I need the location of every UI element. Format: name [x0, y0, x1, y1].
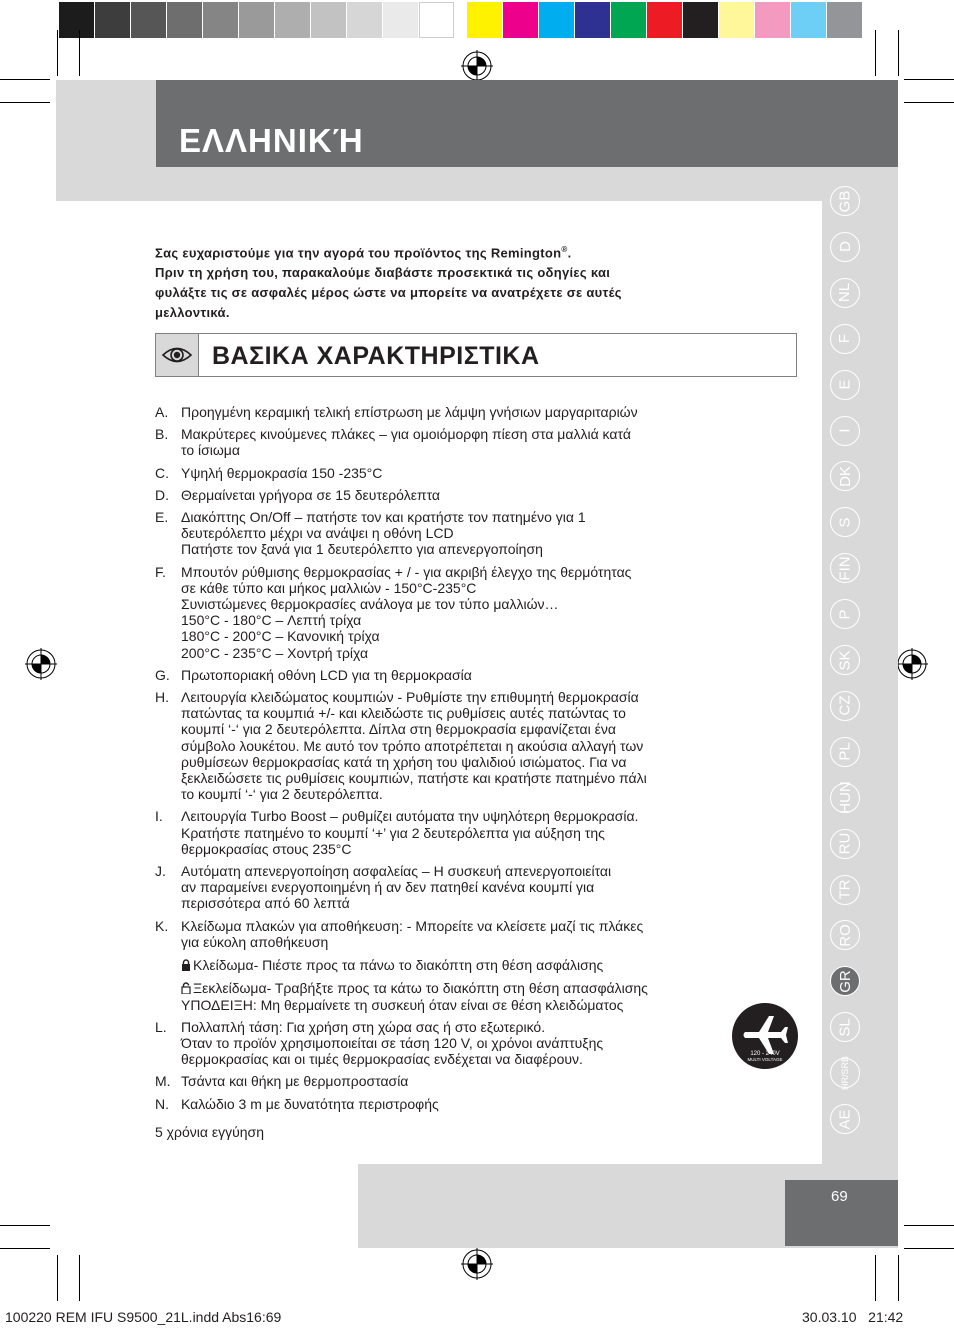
language-tab-nl[interactable] — [830, 278, 860, 308]
feature-text — [181, 1096, 783, 1112]
footer-date: 30.03.10 21:42 — [802, 1309, 904, 1325]
gray-swatch — [95, 2, 130, 38]
language-tab-label: CZ — [836, 695, 854, 716]
unlock-instruction — [181, 980, 783, 996]
gray-swatch — [419, 2, 454, 38]
feature-text — [181, 863, 783, 912]
language-tab-label: S — [836, 517, 854, 528]
features-list — [155, 404, 783, 1118]
intro-line2: Πριν τη χρήση του, παρακαλούμε διαβάστε προσεκτικά τις οδηγίες και — [155, 265, 611, 281]
language-tab-sl[interactable] — [830, 1012, 860, 1042]
registration-mark-icon — [461, 50, 493, 82]
multi-voltage-text: MULTI VOLTAGE — [747, 1057, 783, 1062]
color-swatch — [791, 2, 826, 38]
feature-line: Μπουτόν ρύθμισης θερμοκρασίας + / - για ακριβή έλεγχο της θερμότητας — [181, 563, 632, 580]
gray-swatch — [311, 2, 346, 38]
feature-text — [181, 465, 783, 481]
feature-item — [155, 465, 783, 481]
feature-line: Πατήστε τον ξανά για 1 δευτερόλεπτο για απενεργοποίηση — [181, 541, 543, 558]
feature-item — [155, 1096, 783, 1112]
language-tab-d[interactable] — [830, 232, 860, 262]
feature-line: θερμοκρασίας και οι τιμές θερμοκρασίας ενδέχεται να διαφέρουν. — [181, 1051, 583, 1068]
feature-line: 150°C - 180°C – Λεπτή τρίχα — [181, 612, 362, 629]
feature-item — [155, 1073, 783, 1089]
language-tab-ae[interactable] — [830, 1104, 860, 1134]
registration-mark-icon — [25, 648, 57, 680]
gray-swatch — [203, 2, 238, 38]
feature-text — [181, 404, 783, 420]
color-swatch — [827, 2, 862, 38]
language-tab-label: AE — [836, 1108, 854, 1130]
color-swatch — [539, 2, 574, 38]
feature-line: το ίσιωμα — [181, 442, 240, 459]
crop-mark — [875, 30, 876, 76]
intro-line — [155, 240, 775, 263]
color-calibration-bar — [59, 2, 863, 38]
feature-text — [181, 487, 783, 503]
feature-letter: A. — [155, 404, 169, 420]
feature-line: δευτερόλεπτο μέχρι να ανάψει η οθόνη LCD — [181, 525, 454, 542]
crop-mark — [0, 1248, 50, 1249]
language-tab-fin[interactable] — [830, 553, 860, 583]
intro-line4: μελλοντικά. — [155, 305, 230, 321]
warranty-text: 5 χρόνια εγγύηση — [155, 1124, 264, 1140]
language-tab-label: NL — [836, 283, 854, 303]
feature-text — [181, 509, 783, 558]
feature-letter: L. — [155, 1018, 167, 1035]
language-tab-label: HR/SRB — [840, 1056, 851, 1091]
feature-line: ξεκλειδώσετε τις ρυθμίσεις κουμπιών, πατήστε και κρατήστε πατημένο πάλι — [181, 770, 647, 787]
color-swatch — [467, 2, 502, 38]
swatch-gap — [455, 2, 467, 38]
feature-text — [181, 918, 783, 1013]
feature-item — [155, 689, 783, 802]
unlock-text: Ξεκλείδωμα- Τραβήξτε προς τα κάτω το διακόπτη στη θέση απασφάλισης — [193, 980, 648, 997]
gray-swatch — [383, 2, 418, 38]
language-tab-label: D — [836, 241, 854, 253]
feature-letter: C. — [155, 464, 169, 481]
language-tab-tr[interactable] — [830, 875, 860, 905]
language-tab-label: SK — [836, 649, 854, 671]
section-title: ΒΑΣΙΚΑ ΧΑΡΑΚΤΗΡΙΣΤΙΚΑ — [212, 342, 540, 370]
header-bar — [156, 80, 898, 167]
feature-line: κουμπί ‘-‘ για 2 δευτερόλεπτα. Δίπλα στη θερμοκρασία εμφανίζεται ένα — [181, 721, 616, 738]
registered-mark: ® — [561, 245, 568, 254]
eye-icon — [156, 334, 198, 376]
crop-mark — [0, 102, 50, 103]
feature-line: Κλείδωμα πλακών για αποθήκευση: - Μπορείτε να κλείσετε μαζί τις πλάκες — [181, 917, 644, 934]
feature-item — [155, 509, 783, 558]
color-swatch — [611, 2, 646, 38]
language-tab-label: GB — [836, 190, 854, 212]
lock-note: ΥΠΟΔΕΙΞΗ: Μη θερμαίνετε τη συσκευή όταν είναι σε θέση κλειδώματος — [181, 996, 624, 1013]
intro-line1: Σας ευχαριστούμε για την αγορά του προϊόντος της Remington — [155, 245, 562, 261]
feature-text — [181, 1019, 783, 1068]
feature-text — [181, 564, 783, 661]
crop-mark — [904, 1225, 954, 1226]
language-tab-hun[interactable] — [830, 783, 860, 813]
feature-line: σύμβολο λουκέτου. Με αυτό τον τρόπο αποτρέπεται η ακούσια αλλαγή των — [181, 737, 644, 754]
feature-line: Τσάντα και θήκη με θερμοπροστασία — [181, 1073, 409, 1090]
color-swatch — [575, 2, 610, 38]
language-tab-label: HUN — [836, 781, 854, 814]
intro-line3: φυλάξτε τις σε ασφαλές μέρος ώστε να μπορείτε να ανατρέχετε σε αυτές — [155, 285, 622, 301]
language-tab-label: RO — [836, 924, 854, 947]
feature-letter: I. — [155, 808, 163, 825]
feature-text — [181, 1073, 783, 1089]
feature-line: περισσότερα από 60 λεπτά — [181, 895, 350, 912]
gray-swatch — [59, 2, 94, 38]
feature-line: σε κάθε τύπο και μήκος μαλλιών - 150°C-235°C — [181, 579, 477, 596]
page-number-box — [785, 1180, 898, 1246]
crop-mark — [57, 30, 58, 76]
crop-mark — [79, 30, 80, 76]
gray-swatch — [347, 2, 382, 38]
color-swatch — [755, 2, 790, 38]
crop-mark — [875, 1255, 876, 1301]
lock-icon — [181, 957, 193, 973]
crop-mark — [904, 102, 954, 103]
feature-line: Προηγμένη κεραμική τελική επίστρωση με λάμψη γνήσιων μαργαριταριών — [181, 404, 638, 420]
language-tab-label: SL — [836, 1018, 854, 1037]
intro-paragraph — [155, 240, 775, 323]
section-icon-cell — [156, 334, 199, 376]
feature-line: ρυθμίσεων θερμοκρασίας κατά τη χρήση του ψαλιδιού ισιώματος. Για να — [181, 753, 627, 770]
feature-letter: E. — [155, 509, 169, 526]
feature-letter: J. — [155, 863, 166, 880]
feature-letter: M. — [155, 1073, 171, 1090]
feature-letter: K. — [155, 917, 169, 934]
feature-item — [155, 404, 783, 420]
language-tab-gb[interactable] — [830, 186, 860, 216]
section-heading-box — [155, 333, 797, 377]
lock-instruction — [181, 957, 783, 973]
feature-letter: H. — [155, 689, 169, 706]
feature-line: Όταν το προϊόν χρησιμοποιείται σε τάση 120 V, οι χρόνοι ανάπτυξης — [181, 1034, 604, 1051]
feature-letter: G. — [155, 666, 170, 683]
registration-mark-icon — [896, 648, 928, 680]
lock-text: Κλείδωμα- Πιέστε προς τα πάνω το διακόπτη στη θέση ασφάλισης — [193, 957, 604, 974]
language-tab-pl[interactable] — [830, 737, 860, 767]
feature-line: 200°C - 235°C – Χοντρή τρίχα — [181, 644, 369, 661]
registration-mark-icon — [461, 1248, 493, 1280]
language-tab-cz[interactable] — [830, 691, 860, 721]
crop-mark — [904, 1248, 954, 1249]
language-tab-sk[interactable] — [830, 645, 860, 675]
feature-letter: N. — [155, 1095, 169, 1112]
feature-text — [181, 426, 783, 458]
footer-file-info: 100220 REM IFU S9500_21L.indd Abs16:69 — [5, 1309, 282, 1325]
feature-line: Λειτουργία κλειδώματος κουμπιών - Ρυθμίστε την επιθυμητή θερμοκρασία — [181, 689, 639, 706]
feature-line: αν παραμείνει ενεργοποιημένη ή αν δεν πατηθεί κανένα κουμπί για — [181, 879, 595, 896]
language-tab-label: PL — [836, 742, 854, 761]
gray-swatch — [131, 2, 166, 38]
feature-line: Συνιστώμενες θερμοκρασίες ανάλογα με τον τύπο μαλλιών… — [181, 596, 559, 613]
page-number: 69 — [831, 1188, 848, 1205]
feature-line: για εύκολη αποθήκευση — [181, 933, 329, 950]
language-tab-label: F — [836, 334, 854, 344]
feature-item — [155, 667, 783, 683]
gray-swatch — [275, 2, 310, 38]
feature-text — [181, 808, 783, 857]
crop-mark — [0, 79, 50, 80]
page-title: ΕΛΛΗΝΙΚΉ — [179, 122, 364, 159]
intro-line1-end: . — [567, 245, 572, 261]
feature-line: Αυτόματη απενεργοποίηση ασφαλείας – Η συσκευή απενεργοποιείται — [181, 863, 612, 880]
voltage-text: 120 - 240V — [750, 1051, 780, 1057]
feature-item — [155, 426, 783, 458]
color-swatch — [503, 2, 538, 38]
language-tab-label: FIN — [836, 556, 854, 581]
feature-line: Κρατήστε πατημένο το κουμπί ‘+’ για 2 δευτερόλεπτα για αύξηση της — [181, 824, 605, 841]
feature-letter: F. — [155, 563, 166, 580]
feature-item — [155, 487, 783, 503]
feature-line: Καλώδιο 3 m με δυνατότητα περιστροφής — [181, 1095, 439, 1112]
unlock-icon — [181, 980, 193, 996]
language-tab-label: P — [836, 609, 854, 620]
feature-letter: B. — [155, 426, 169, 443]
feature-line: Μακρύτερες κινούμενες πλάκες – για ομοιόμορφη πίεση στα μαλλιά κατά — [181, 426, 631, 443]
feature-letter: D. — [155, 486, 169, 503]
language-tab-label: I — [836, 428, 854, 433]
language-tab-label: E — [836, 379, 854, 390]
crop-mark — [904, 79, 954, 80]
airplane-icon — [731, 1002, 799, 1070]
feature-text — [181, 667, 783, 683]
language-tab-ru[interactable] — [830, 829, 860, 859]
color-swatch — [719, 2, 754, 38]
feature-line: το κουμπί ‘-‘ για 2 δευτερόλεπτα. — [181, 786, 383, 803]
feature-line: πατώντας τα κουμπιά +/- και κλειδώστε τις ρυθμίσεις αυτές πατώντας το — [181, 705, 626, 722]
feature-item — [155, 1019, 783, 1068]
crop-mark — [0, 1225, 50, 1226]
color-swatch — [647, 2, 682, 38]
feature-line: Λειτουργία Turbo Boost – ρυθμίζει αυτόματα την υψηλότερη θερμοκρασία. — [181, 808, 639, 825]
feature-line: Διακόπτης On/Off – πατήστε τον και κρατήστε τον πατημένο για 1 — [181, 509, 586, 526]
feature-line: 180°C - 200°C – Κανονική τρίχα — [181, 628, 380, 645]
feature-item — [155, 863, 783, 912]
feature-line: Υψηλή θερμοκρασία 150 -235°C — [181, 464, 383, 481]
crop-mark — [57, 1255, 58, 1301]
gray-swatch — [167, 2, 202, 38]
language-tab-label: RU — [836, 832, 854, 855]
crop-mark — [898, 30, 899, 76]
feature-line: Πρωτοποριακή οθόνη LCD για τη θερμοκρασία — [181, 666, 472, 683]
feature-item — [155, 808, 783, 857]
language-tab-e[interactable] — [830, 370, 860, 400]
color-swatch — [683, 2, 718, 38]
crop-mark — [79, 1255, 80, 1301]
language-tab-f[interactable] — [830, 324, 860, 354]
language-tab-p[interactable] — [830, 599, 860, 629]
language-tab-i[interactable] — [830, 416, 860, 446]
feature-line: Πολλαπλή τάση: Για χρήση στη χώρα σας ή στο εξωτερικό. — [181, 1018, 546, 1035]
language-tab-label: GR — [836, 970, 854, 993]
feature-line: Θερμαίνεται γρήγορα σε 15 δευτερόλεπτα — [181, 486, 441, 503]
feature-line: θερμοκρασίας στους 235°C — [181, 840, 352, 857]
language-tab-label: DK — [836, 465, 854, 487]
feature-item — [155, 918, 783, 1013]
language-tab-label: TR — [836, 879, 854, 900]
language-tab-hr-srb[interactable] — [830, 1056, 860, 1091]
crop-mark — [898, 1255, 899, 1301]
feature-text — [181, 689, 783, 802]
gray-swatch — [239, 2, 274, 38]
feature-item — [155, 564, 783, 661]
